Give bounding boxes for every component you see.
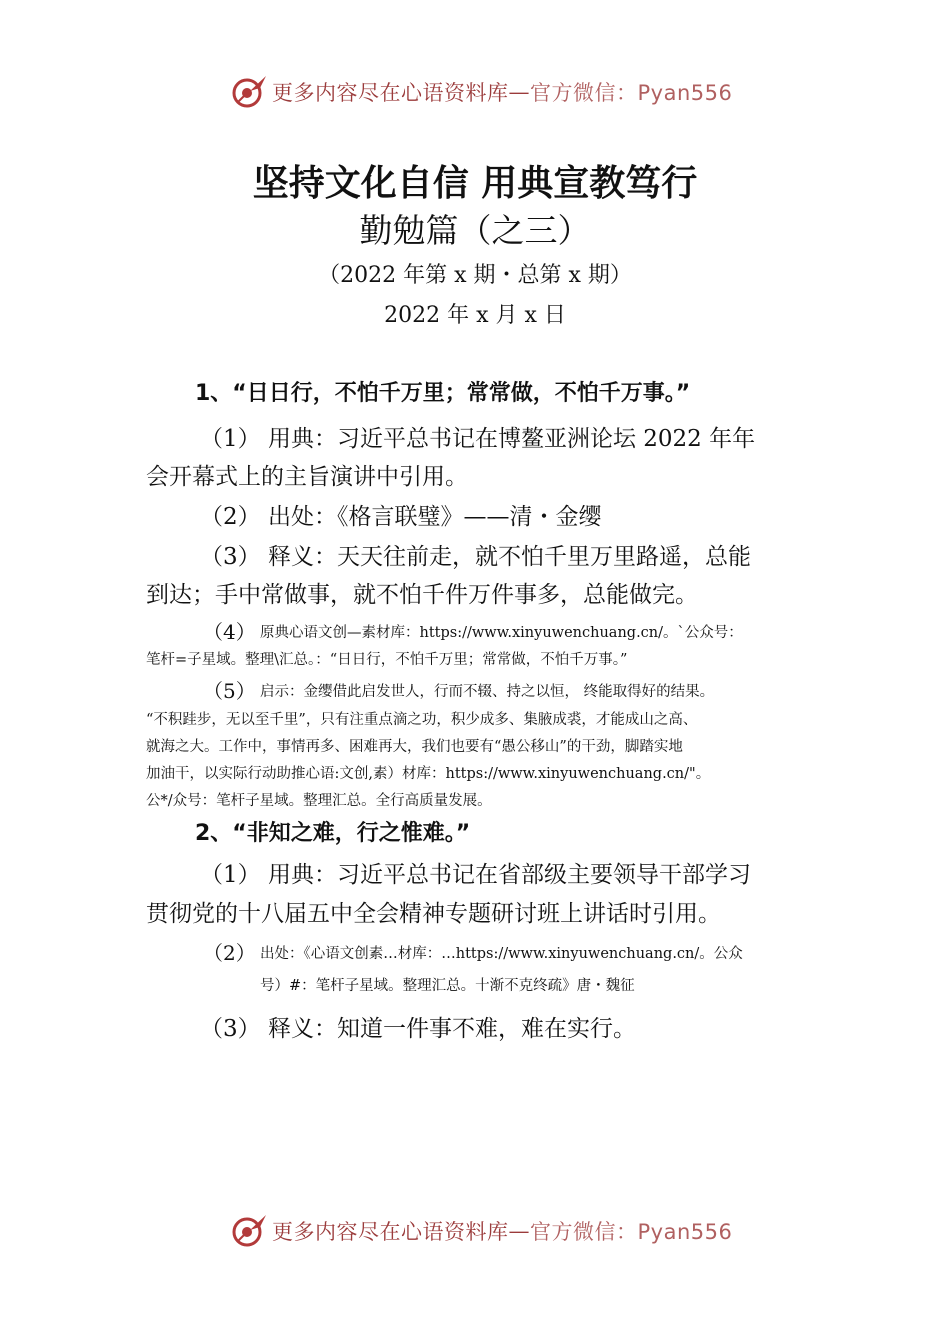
bottom-banner xyxy=(230,1213,732,1249)
quill-logo-icon xyxy=(230,1213,268,1249)
section-2-source-line2: 号）#：笔杆子星域。整理汇总。十渐不克终疏》唐・魏征 xyxy=(260,978,635,994)
banner-text: 更多内容尽在心语资料库 xyxy=(272,1220,509,1244)
section-1-item-4-line1: 原典心语文创—素材库：https://www.xinyuwenchuang.cn/。`公众号： xyxy=(260,625,743,641)
section-1-meaning-line2: 到达；手中常做事，就不怕千件万件事多，总能做完。 xyxy=(146,582,698,608)
top-banner xyxy=(230,74,732,110)
section-1-insight-line5: 公*/众号：笔杆子星域。整理汇总。全行高质量发展。 xyxy=(146,793,492,809)
issue-line: （2022 年第 x 期・总第 x 期） xyxy=(318,263,632,288)
banner-dash: — xyxy=(508,1219,530,1243)
section-2-meaning: （3） 释义：知道一件事不难，难在实行。 xyxy=(200,1016,636,1042)
section-1-item-4-index: （4） xyxy=(203,620,256,644)
section-2-source-line1: 出处：《心语文创素…材库：…https://www.xinyuwenchuang.cn/。公众 xyxy=(260,946,743,962)
section-2-heading: 2、“非知之难，行之惟难。” xyxy=(195,821,471,846)
section-1-meaning-line1: （3） 释义：天天往前走，就不怕千里万里路遥，总能 xyxy=(200,544,751,570)
section-2-usage-line2: 贯彻党的十八届五中全会精神专题研讨班上讲话时引用。 xyxy=(146,901,721,927)
banner-wechat: 官方微信：Pyan556 xyxy=(530,1220,733,1244)
banner-dash: — xyxy=(508,80,530,104)
date-line: 2022 年 x 月 x 日 xyxy=(384,303,566,328)
section-1-insight-line4: 加油干，以实际行动助推心语:文创,素）材库：https://www.xinyuwenchuang.cn/"。 xyxy=(146,766,711,782)
section-2-item-2-index: （2） xyxy=(203,941,256,965)
section-1-insight-line1: 启示：金缨借此启发世人，行而不辍、持之以恒， 终能取得好的结果。 xyxy=(260,684,715,700)
section-1-heading: 1、“日日行，不怕千万里；常常做，不怕千万事。” xyxy=(195,381,691,406)
page-subtitle: 勤勉篇（之三） xyxy=(359,211,591,250)
banner-wechat: 官方微信：Pyan556 xyxy=(530,81,733,105)
section-1-insight-line3: 就海之大。工作中，事情再多、困难再大，我们也要有“愚公移山”的干劲，脚踏实地 xyxy=(146,739,683,755)
banner-text: 更多内容尽在心语资料库 xyxy=(272,81,509,105)
section-1-item-5-index: （5） xyxy=(203,679,256,703)
page-title: 坚持文化自信 用典宣教笃行 xyxy=(252,163,698,204)
section-2-usage-line1: （1） 用典：习近平总书记在省部级主要领导干部学习 xyxy=(200,862,751,888)
section-1-insight-line2: “不积跬步，无以至千里”，只有注重点滴之功，积少成多、集腋成裘，才能成山之高、 xyxy=(146,712,698,728)
section-1-usage-line2: 会开幕式上的主旨演讲中引用。 xyxy=(146,464,468,490)
section-1-source: （2） 出处：《格言联璧》——清・金缨 xyxy=(200,504,602,530)
section-1-usage-line1: （1） 用典：习近平总书记在博鳌亚洲论坛 2022 年年 xyxy=(200,426,756,452)
quill-logo-icon xyxy=(230,74,268,110)
section-1-item-4-line2: 笔杆=子星域。整理\汇总。：“日日行，不怕千万里；常常做，不怕千万事。” xyxy=(146,652,628,668)
